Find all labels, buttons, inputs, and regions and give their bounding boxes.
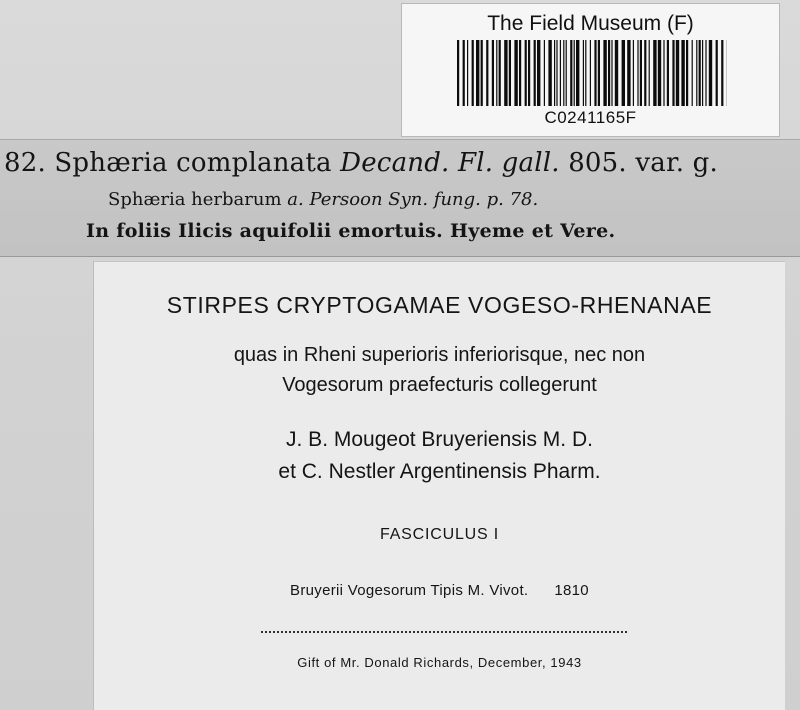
- exsiccata-title-card: [93, 261, 785, 710]
- species-page: 805.: [568, 148, 627, 178]
- species-number: 82.: [4, 148, 46, 178]
- synonym-name: Sphæria herbarum: [108, 189, 282, 210]
- species-label: [0, 139, 800, 257]
- barcode-bar: [554, 40, 555, 106]
- barcode-bar: [548, 40, 551, 106]
- barcode-bar: [457, 40, 459, 106]
- barcode-bar: [672, 40, 674, 106]
- species-name: Sphæria complanata: [54, 148, 332, 178]
- card-year: 1810: [554, 582, 589, 599]
- barcode-bar: [566, 40, 567, 106]
- barcode-image: [457, 40, 727, 106]
- barcode-number: C0241165F: [544, 108, 637, 127]
- barcode-bar: [702, 40, 703, 106]
- barcode-bar: [633, 40, 634, 106]
- barcode-bar: [583, 40, 584, 106]
- barcode-bar: [622, 40, 625, 106]
- barcode-bar: [676, 40, 679, 106]
- barcode-bar: [499, 40, 501, 106]
- barcode-bar: [611, 40, 612, 106]
- barcode-bar: [637, 40, 638, 106]
- barcode-bar: [570, 40, 572, 106]
- barcode-bar: [476, 40, 479, 106]
- barcode-bar: [537, 40, 540, 106]
- barcode-bar: [472, 40, 474, 106]
- synonym-line: [108, 189, 800, 210]
- barcode-bar: [658, 40, 661, 106]
- species-variety: var. g.: [635, 148, 718, 178]
- barcode-bar: [640, 40, 642, 106]
- card-authors-2: et C. Nestler Argentinensis Pharm.: [278, 460, 601, 483]
- barcode-bar: [603, 40, 606, 106]
- habitat-line: In foliis Ilicis aquifolii emortuis. Hyeme et Vere.: [86, 220, 616, 242]
- barcode-bar: [560, 40, 561, 106]
- barcode-bar: [667, 40, 669, 106]
- barcode-bar: [644, 40, 646, 106]
- barcode-bar: [525, 40, 527, 106]
- barcode-bar: [514, 40, 517, 106]
- barcode-bar: [576, 40, 579, 106]
- barcode-bar: [627, 40, 630, 106]
- barcode-bar: [681, 40, 684, 106]
- barcode-bar: [615, 40, 618, 106]
- barcode-bar: [574, 40, 575, 106]
- barcode-bar: [504, 40, 507, 106]
- barcode-bar: [563, 40, 564, 106]
- barcode-bar: [463, 40, 465, 106]
- barcode-bar: [705, 40, 706, 106]
- barcode-bar: [585, 40, 586, 106]
- barcode-bar: [556, 40, 557, 106]
- barcode-institution: The Field Museum (F): [487, 12, 694, 35]
- barcode-bar: [709, 40, 712, 106]
- barcode-bar: [509, 40, 511, 106]
- barcode-bar: [721, 40, 723, 106]
- card-subtitle-1: quas in Rheni superioris inferiorisque, nec non: [233, 344, 646, 366]
- barcode-bar: [534, 40, 536, 106]
- barcode-bar: [594, 40, 596, 106]
- barcode-bar: [696, 40, 697, 106]
- barcode-bar: [608, 40, 610, 106]
- species-title-line: [4, 148, 800, 178]
- barcode-label: [401, 3, 780, 137]
- barcode-bar: [598, 40, 600, 106]
- card-fasciculus: FASCICULUS I: [380, 526, 499, 543]
- barcode-bar: [686, 40, 688, 106]
- card-title: STIRPES CRYPTOGAMAE VOGESO-RHENANAE: [166, 292, 713, 318]
- card-subtitle-2: Vogesorum praefecturis collegerunt: [282, 374, 597, 396]
- barcode-bar: [486, 40, 488, 106]
- barcode-bar: [519, 40, 521, 106]
- barcode-bar: [716, 40, 718, 106]
- card-authors-1: J. B. Mougeot Bruyeriensis M. D.: [286, 428, 593, 451]
- barcode-bar: [481, 40, 483, 106]
- barcode-bar: [467, 40, 468, 106]
- card-printer-line: [94, 582, 785, 599]
- barcode-bar: [653, 40, 656, 106]
- barcode-bar: [590, 40, 591, 106]
- species-citation: Decand. Fl. gall.: [340, 148, 560, 178]
- barcode-bar: [649, 40, 650, 106]
- barcode-bar: [663, 40, 664, 106]
- barcode-bar: [492, 40, 494, 106]
- dotted-divider: [261, 631, 627, 633]
- barcode-bar: [544, 40, 545, 106]
- synonym-citation: a. Persoon Syn. fung. p. 78.: [287, 189, 539, 210]
- barcode-bar: [692, 40, 693, 106]
- barcode-bar: [699, 40, 701, 106]
- barcode-bar: [528, 40, 530, 106]
- barcode-bar: [496, 40, 497, 106]
- card-printer: Bruyerii Vogesorum Tipis M. Vivot.: [290, 582, 529, 599]
- card-gift-note: Gift of Mr. Donald Richards, December, 1943: [297, 655, 582, 670]
